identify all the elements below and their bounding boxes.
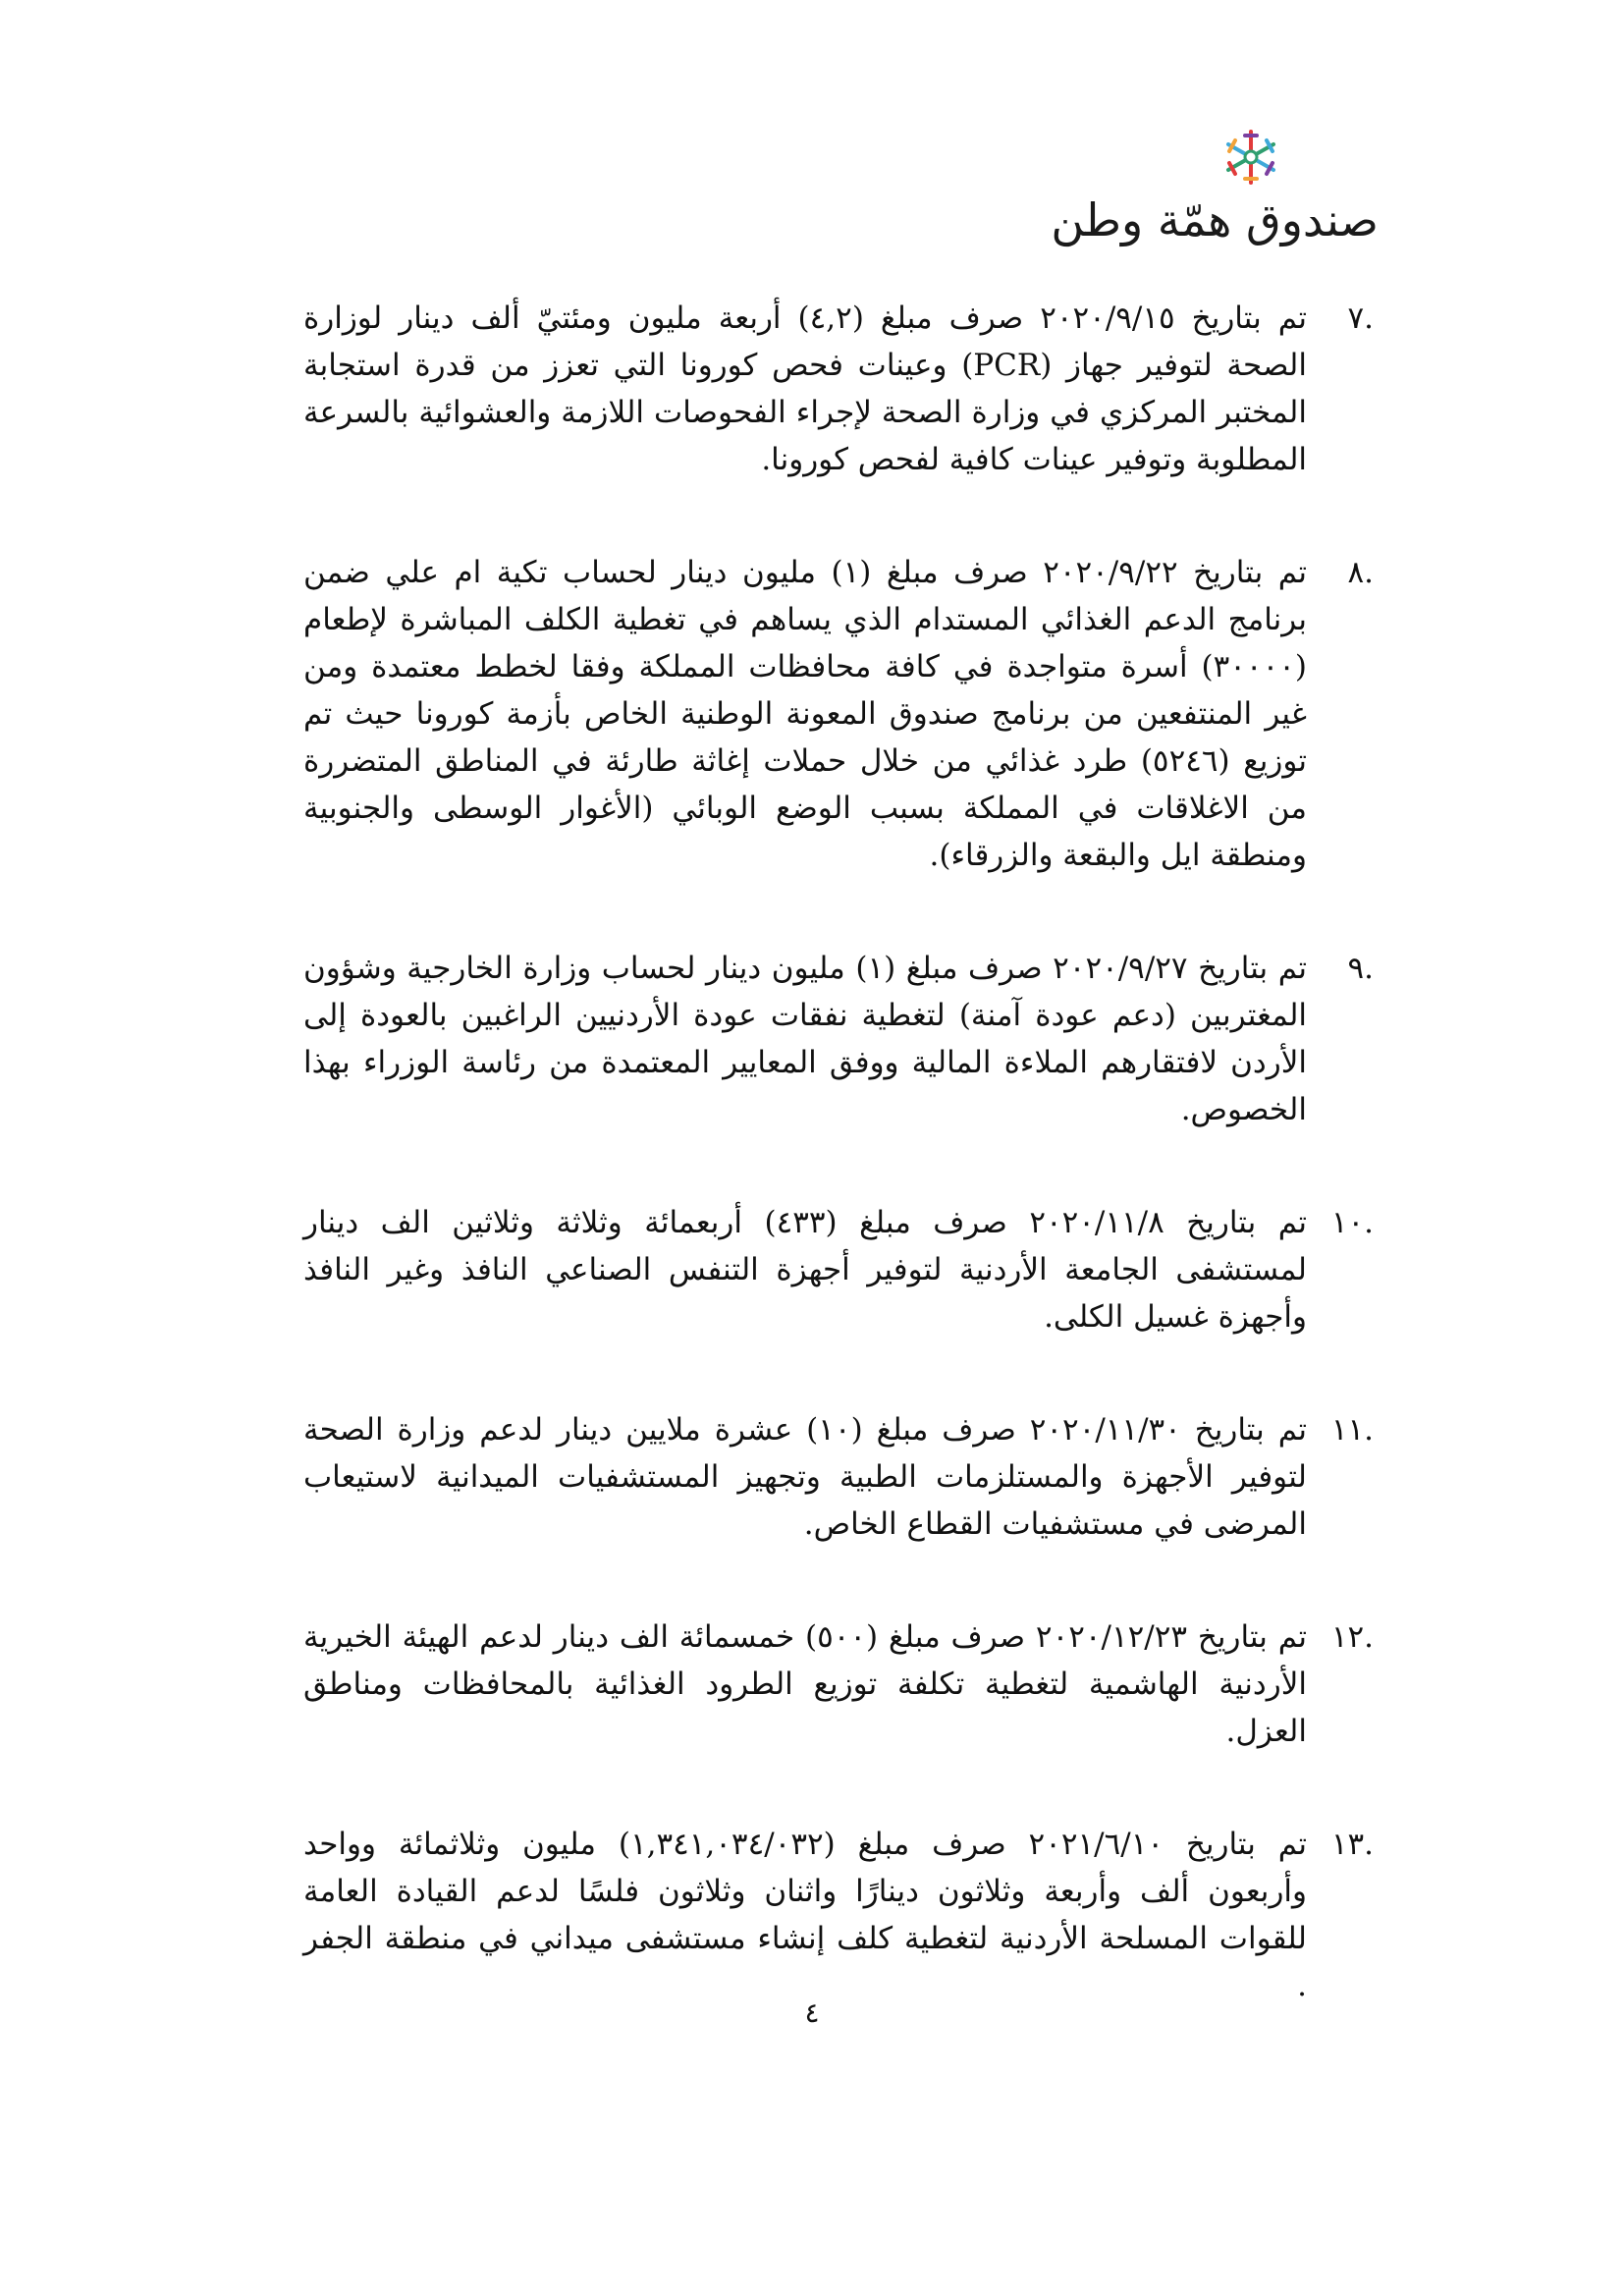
clause-text: تم بتاريخ ٢٠٢٠/٩/٢٧ صرف مبلغ (١) مليون دينار لحساب وزارة الخارجية وشؤون المغتربين (دعم عودة آمنة) لتغطية نفقات عودة الأردنيين الراغبين بالعودة إلى الأردن لافتقارهم الملاءة المالية ووفق المعايير المعتمدة من رئاسة الوزراء بهذا الخصوص. [303, 951, 1308, 1127]
clause-item [303, 549, 1374, 879]
clause-item [303, 1406, 1374, 1548]
clause-text: تم بتاريخ ٢٠٢١/٦/١٠ صرف مبلغ (١,٣٤١,٠٣٤/٠٣٢) مليون وثلاثمائة وواحد وأربعون ألف وأربعة وثلاثون دينارًا واثنان وثلاثون فلسًا لدعم القيادة العامة للقوات المسلحة الأردنية لتغطية كلف إنشاء مستشفى ميداني في منطقة الجفر . [303, 1827, 1307, 2003]
clause-number: .١١ [1330, 1412, 1374, 1448]
clause-number: .١٣ [1330, 1827, 1374, 1862]
clause-number: .٧ [1347, 301, 1374, 336]
page-number: ٤ [804, 1996, 820, 2029]
clause-number: .٨ [1347, 555, 1374, 590]
clause-number: .٩ [1347, 951, 1374, 986]
organization-logo [1051, 126, 1379, 247]
clause-number: .١٠ [1330, 1205, 1374, 1240]
logo-wordmark: صندوق همّة وطن [1051, 193, 1379, 246]
clause-list [303, 295, 1374, 2075]
clause-item [303, 1613, 1374, 1755]
clause-text: تم بتاريخ ٢٠٢٠/٩/١٥ صرف مبلغ (٤,٢) أربعة مليون ومئتيّ ألف دينار لوزارة الصحة لتوفير جهاز (PCR) وعينات فحص كورونا التي تعزز من قدرة استجابة المختبر المركزي في وزارة الصحة لإجراء الفحوصات اللازمة والعشوائية بالسرعة المطلوبة وتوفير عينات كافية لفحص كورونا. [303, 301, 1307, 477]
clause-text: تم بتاريخ ٢٠٢٠/١١/٨ صرف مبلغ (٤٣٣) أربعمائة وثلاثة وثلاثين الف دينار لمستشفى الجامعة الأردنية لتوفير أجهزة التنفس الصناعي النافذ وغير النافذ وأجهزة غسيل الكلى. [303, 1205, 1307, 1335]
snowflake-emblem-icon [1219, 126, 1282, 189]
clause-number: .١٢ [1330, 1619, 1374, 1655]
clause-text: تم بتاريخ ٢٠٢٠/١١/٣٠ صرف مبلغ (١٠) عشرة ملايين دينار لدعم وزارة الصحة لتوفير الأجهزة والمستلزمات الطبية وتجهيز المستشفيات الميدانية لاستيعاب المرضى في مستشفيات القطاع الخاص. [303, 1412, 1307, 1542]
clause-text: تم بتاريخ ٢٠٢٠/٩/٢٢ صرف مبلغ (١) مليون دينار لحساب تكية ام علي ضمن برنامج الدعم الغذائي المستدام الذي يساهم في تغطية الكلف المباشرة لإطعام (٣٠٠٠٠) أسرة متواجدة في كافة محافظات المملكة وفقا لخطط معتمدة ومن غير المنتفعين من برنامج صندوق المعونة الوطنية الخاص بأزمة كورونا حيث تم توزيع (٥٢٤٦) طرد غذائي من خلال حملات إغاثة طارئة في المناطق المتضررة من الاغلاقات في المملكة بسبب الوضع الوبائي (الأغوار الوسطى والجنوبية ومنطقة ايل والبقعة والزرقاء). [303, 555, 1307, 873]
clause-item [303, 1199, 1374, 1340]
clause-item [303, 1821, 1374, 2009]
clause-item [303, 295, 1374, 483]
clause-item [303, 945, 1374, 1133]
clause-text: تم بتاريخ ٢٠٢٠/١٢/٢٣ صرف مبلغ (٥٠٠) خمسمائة الف دينار لدعم الهيئة الخيرية الأردنية الهاشمية لتغطية تكلفة توزيع الطرود الغذائية بالمحافظات ومناطق العزل. [303, 1619, 1307, 1749]
